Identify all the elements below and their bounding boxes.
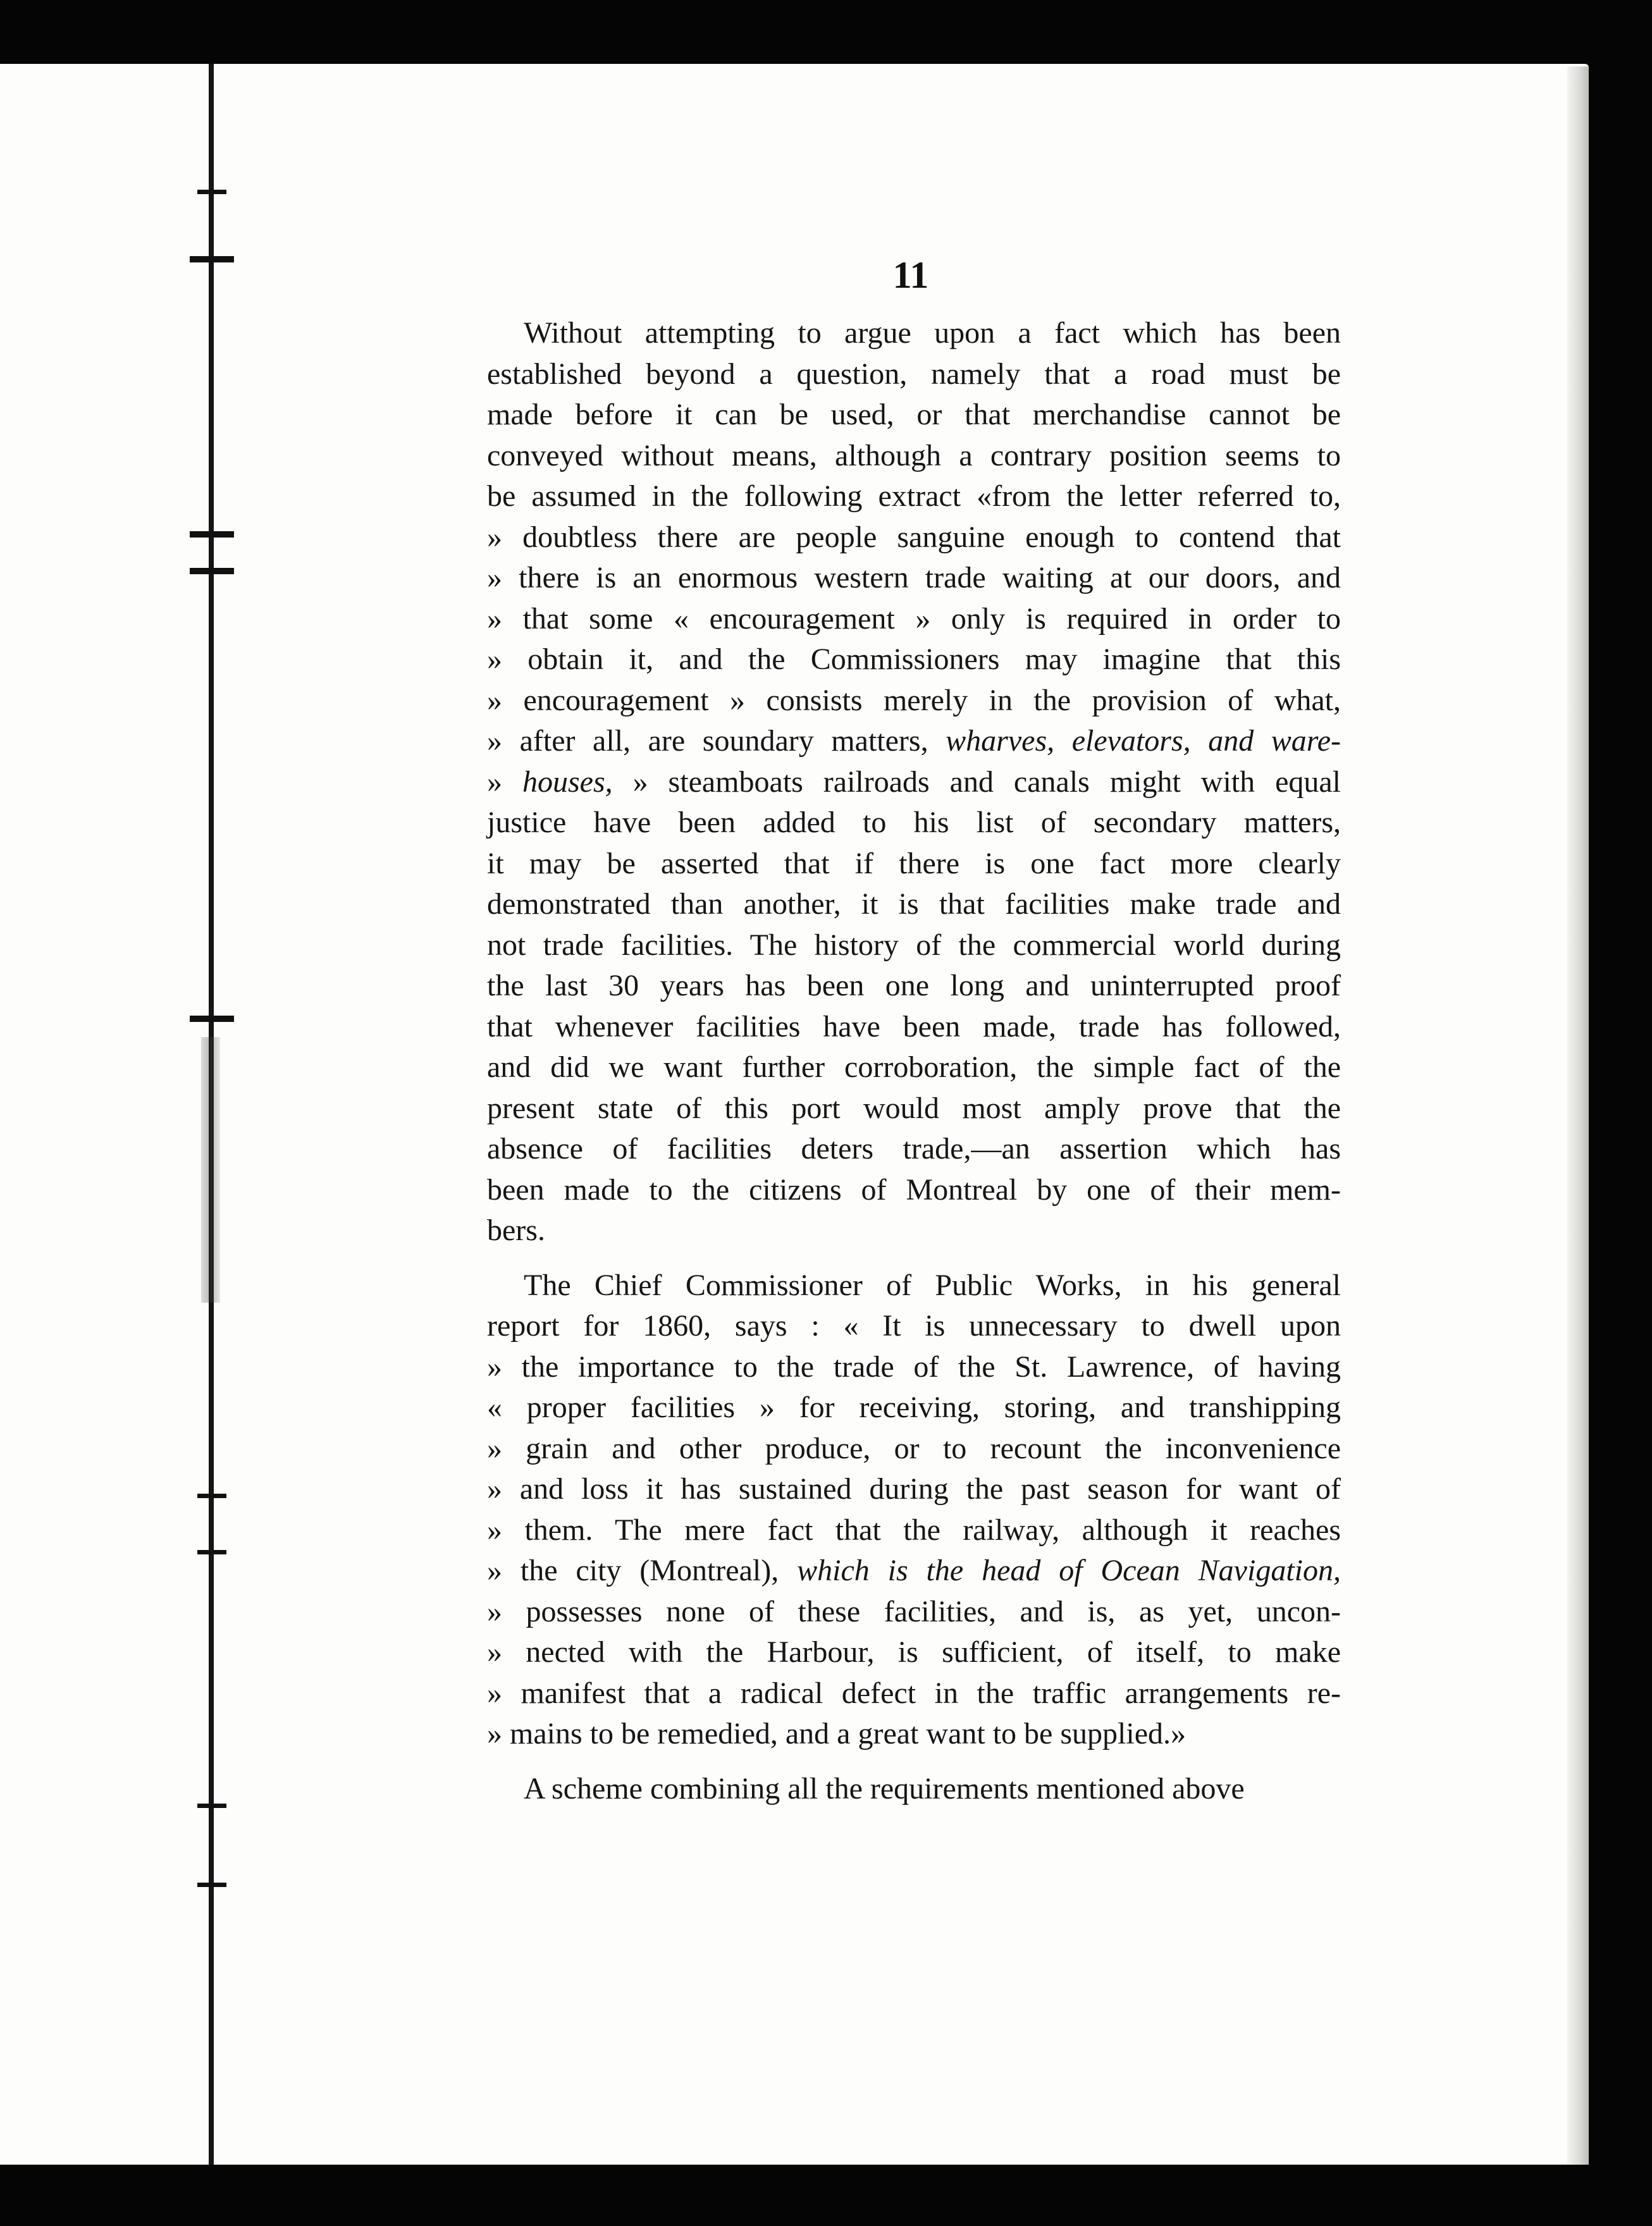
text-line: demonstrated than another, it is that facilities make trade and xyxy=(487,887,1341,921)
text-line: » doubtless there are people sanguine enough to contend that xyxy=(487,520,1341,554)
text-span: » steamboats railroads and canals might with equal xyxy=(612,765,1341,799)
text-line: A scheme combining all the requirements mentioned above xyxy=(524,1771,1245,1805)
text-line: » obtain it, and the Commissioners may imagine that this xyxy=(487,643,1341,676)
text-line: absence of facilities deters trade,—an assertion which has xyxy=(487,1132,1341,1165)
text-line: that whenever facilities have been made, trade has followed, xyxy=(487,1009,1341,1043)
page-edge xyxy=(1567,66,1589,2165)
binding-mark xyxy=(190,256,234,262)
text-line: report for 1860, says : « It is unnecessary to dwell upon xyxy=(487,1309,1341,1343)
text-line: and did we want further corroboration, the simple fact of the xyxy=(487,1050,1341,1084)
text-line: » and loss it has sustained during the past season for want of xyxy=(487,1472,1341,1506)
paragraph-gap xyxy=(487,1251,1341,1265)
paragraph-gap xyxy=(487,1755,1341,1769)
text-line: » the importance to the trade of the St. Lawrence, of having xyxy=(487,1350,1341,1384)
text-line: the last 30 years has been one long and uninterrupted proof xyxy=(487,969,1341,1002)
text-line: made before it can be used, or that merchandise cannot be xyxy=(487,398,1341,431)
binding-mark xyxy=(197,1804,226,1808)
text-span: » the city (Montreal), xyxy=(487,1554,798,1587)
binding-mark xyxy=(190,1016,234,1022)
text-line: Without attempting to argue upon a fact which has been xyxy=(524,316,1341,350)
text-line: not trade facilities. The history of the commercial world during xyxy=(487,928,1341,962)
text-line: conveyed without means, although a contrary position seems to xyxy=(487,438,1341,472)
text-line: been made to the citizens of Montreal by one of their mem- xyxy=(487,1172,1341,1207)
text-span: » after all, are soundary matters, xyxy=(487,724,946,758)
text-line: » there is an enormous western trade waiting at our doors, and xyxy=(487,561,1341,594)
text-line xyxy=(487,1551,1341,1592)
text-line: bers. xyxy=(487,1214,545,1247)
text-line: » possesses none of these facilities, and is, as yet, uncon- xyxy=(487,1594,1341,1628)
binding-mark xyxy=(190,531,234,538)
text-line xyxy=(487,721,1341,762)
paragraph xyxy=(487,1769,1341,1810)
text-line: » nected with the Harbour, is sufficient, of itself, to make xyxy=(487,1635,1341,1669)
italic-text: houses, xyxy=(522,765,613,799)
paragraph xyxy=(487,1265,1341,1755)
paragraph xyxy=(487,313,1341,1251)
italic-text: which is the head of Ocean Navigation, xyxy=(797,1554,1341,1587)
binding-mark xyxy=(197,1883,226,1887)
text-line: established beyond a question, namely that a road must be xyxy=(487,357,1341,391)
text-line xyxy=(487,762,1341,803)
text-line: » grain and other produce, or to recount the inconvenience xyxy=(487,1431,1341,1465)
text-line: present state of this port would most amply prove that the xyxy=(487,1091,1341,1125)
binding-mark xyxy=(197,190,226,194)
text-line: » them. The mere fact that the railway, although it reaches xyxy=(487,1513,1341,1547)
binding-mark xyxy=(190,568,234,574)
text-line: « proper facilities » for receiving, storing, and transhipping xyxy=(487,1391,1341,1424)
text-line: justice have been added to his list of secondary matters, xyxy=(487,806,1341,839)
italic-text: wharves, elevators, and ware- xyxy=(946,724,1341,758)
binding-mark xyxy=(197,1550,226,1554)
text-line: be assumed in the following extract «from the letter referred to, xyxy=(487,479,1341,513)
text-line: it may be asserted that if there is one fact more clearly xyxy=(487,846,1341,880)
text-line: » mains to be remedied, and a great want to be supplied.» xyxy=(487,1717,1187,1750)
text-line: » encouragement » consists merely in the provision of what, xyxy=(487,683,1341,717)
page-number: 11 xyxy=(892,254,929,296)
text-span: » xyxy=(487,765,522,799)
text-line: » manifest that a radical defect in the traffic arrangements re- xyxy=(487,1676,1341,1710)
text-line: » that some « encouragement » only is required in order to xyxy=(487,601,1341,636)
binding-stain xyxy=(201,1037,220,1303)
text-line: The Chief Commissioner of Public Works, in his general xyxy=(524,1268,1341,1302)
body-text xyxy=(487,313,1341,1809)
binding-mark xyxy=(197,1494,226,1498)
